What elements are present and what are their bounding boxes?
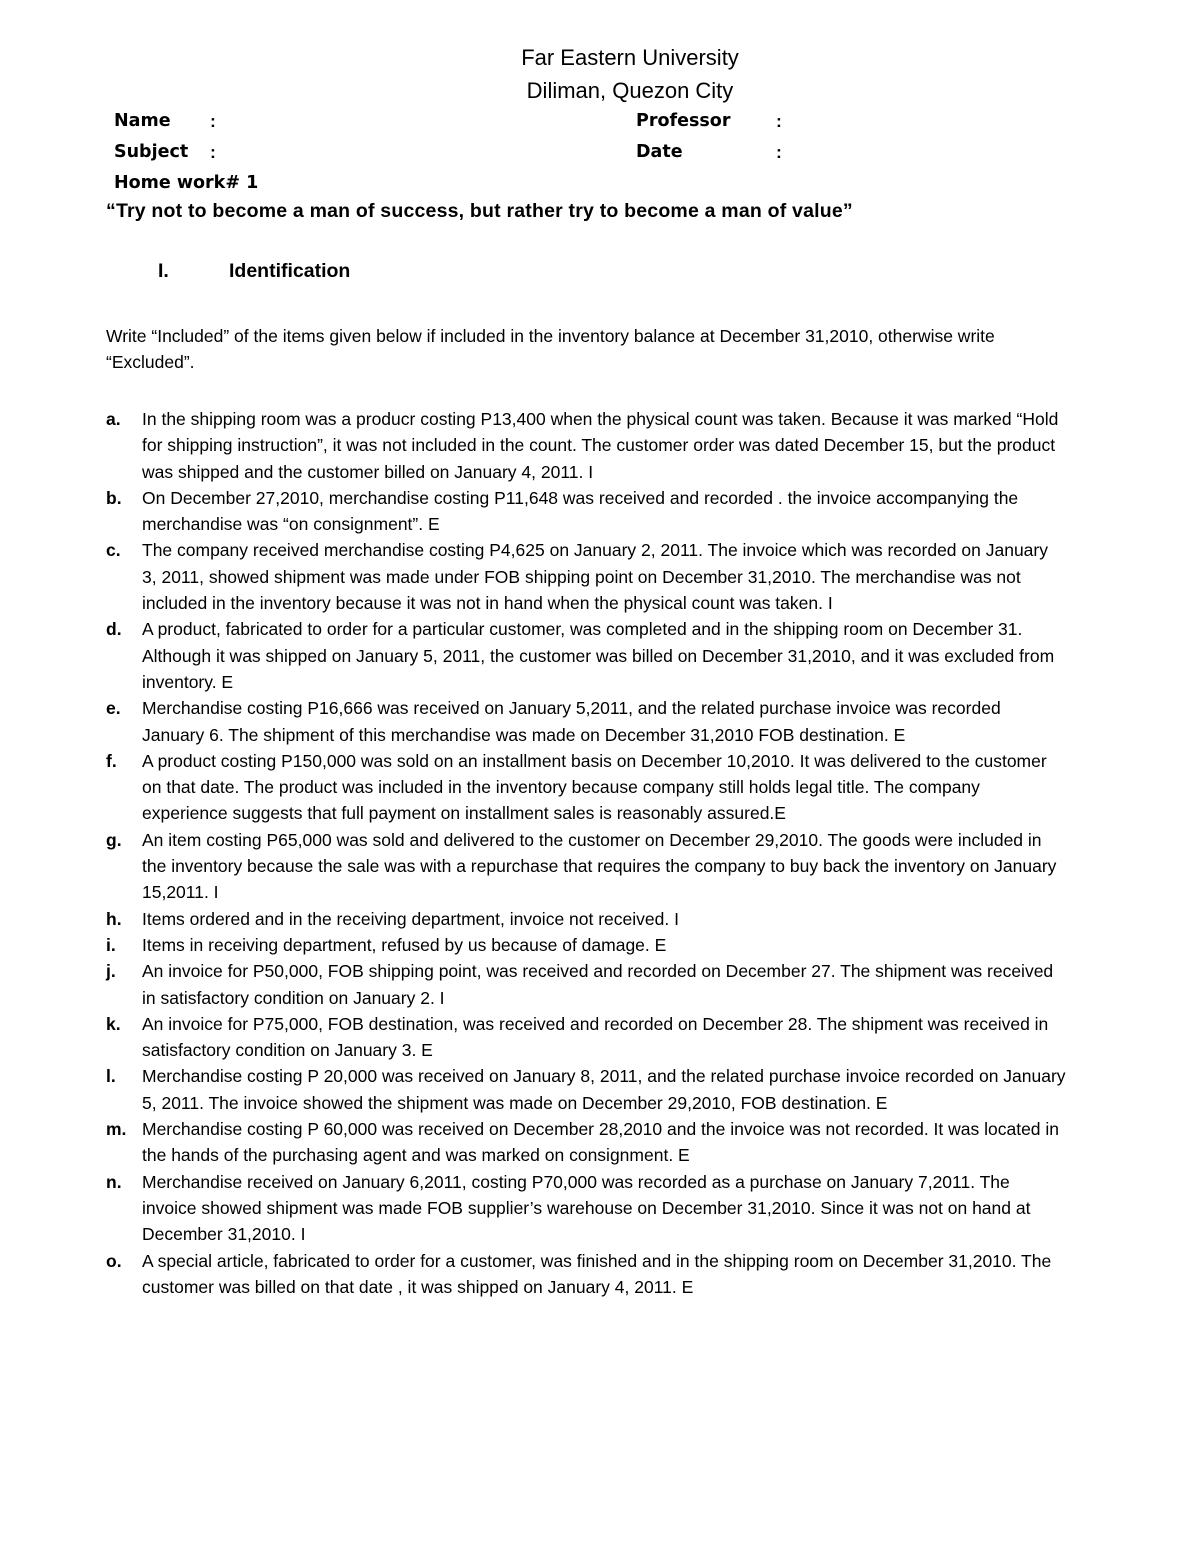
item-text: Merchandise received on January 6,2011, costing P70,000 was recorded as a purchase on January 7,2011. The invoice showed shipment was made FOB supplier’s warehouse on December 31,2010. Since it was not on hand at December 31,2010. I: [142, 1171, 1031, 1245]
university-location: Diliman, Quezon City: [526, 78, 734, 103]
section-number: I.: [158, 260, 169, 282]
list-item: [106, 932, 1066, 958]
list-item: [106, 616, 1066, 695]
motivational-quote: “Try not to become a man of success, but rather try to become a man of value”: [106, 200, 853, 222]
item-letter: d.: [106, 619, 122, 640]
professor-label: Professor: [636, 111, 731, 131]
item-letter: b.: [106, 487, 122, 508]
name-colon: :: [210, 111, 216, 131]
item-text: An invoice for P50,000, FOB shipping point, was received and recorded on December 27. The shipment was received in satisfactory condition on January 2. I: [142, 961, 1054, 1008]
item-text: An item costing P65,000 was sold and delivered to the customer on December 29,2010. The goods were included in the inventory because the sale was with a repurchase that requires the company to buy back the inventory on January 15,2011. I: [142, 829, 1057, 903]
instructions: Write “Included” of the items given below if included in the inventory balance at December 31,2010, otherwise write “Excluded”.: [106, 326, 995, 372]
item-letter: n.: [106, 1171, 122, 1192]
item-letter: j.: [106, 961, 116, 982]
item-text: A product costing P150,000 was sold on an installment basis on December 10,2010. It was delivered to the customer on that date. The product was included in the inventory because company still holds legal title. The company experience suggests that full payment on installment sales is reasonably assured.E: [142, 750, 1047, 824]
item-letter: g.: [106, 829, 122, 850]
item-letter: h.: [106, 908, 122, 929]
item-letter: c.: [106, 540, 121, 561]
item-letter: l.: [106, 1066, 116, 1087]
date-label: Date: [636, 142, 683, 162]
list-item: [106, 1063, 1066, 1116]
item-text: Merchandise costing P 20,000 was received on January 8, 2011, and the related purchase invoice recorded on January 5, 2011. The invoice showed the shipment was made on December 29,2010, FOB destination. E: [142, 1066, 1066, 1113]
list-item: [106, 695, 1066, 748]
professor-colon: :: [776, 111, 782, 131]
item-text: On December 27,2010, merchandise costing P11,648 was received and recorded . the invoice accompanying the merchandise was “on consignment”. E: [142, 487, 1019, 535]
item-text: An invoice for P75,000, FOB destination, was received and recorded on December 28. The shipment was received in satisfactory condition on January 3. E: [142, 1013, 1049, 1061]
subject-label: Subject: [114, 142, 189, 162]
list-item: [106, 827, 1066, 906]
list-item: [106, 1011, 1066, 1064]
item-text: In the shipping room was a producr costing P13,400 when the physical count was taken. Because it was marked “Hold for shipping instruction”, it was not included in the count. The customer order was dated December 15, but the product was shipped and the customer billed on January 4, 2011. I: [142, 409, 1059, 482]
name-label: Name: [114, 111, 171, 131]
list-item: [106, 958, 1066, 1011]
item-letter: o.: [106, 1250, 122, 1271]
list-item: [106, 906, 1066, 932]
list-item: [106, 1248, 1066, 1301]
list-item: [106, 748, 1066, 827]
subject-colon: :: [210, 142, 216, 162]
university-title: Far Eastern University: [521, 45, 739, 70]
section-title: Identification: [229, 260, 351, 282]
date-colon: :: [776, 142, 782, 162]
item-text: The company received merchandise costing P4,625 on January 2, 2011. The invoice which was recorded on January 3, 2011, showed shipment was made under FOB shipping point on December 31,2010. The merchandise was not included in the inventory because it was not in hand when the physical count was taken. I: [142, 540, 1048, 614]
identification-items-list: [106, 406, 1066, 1300]
list-item: [106, 537, 1066, 616]
item-text: Items ordered and in the receiving department, invoice not received. I: [142, 908, 679, 929]
item-letter: i.: [106, 934, 116, 955]
item-letter: m.: [106, 1119, 127, 1140]
item-letter: a.: [106, 409, 121, 429]
list-item: [106, 1169, 1066, 1248]
item-text: Merchandise costing P16,666 was received on January 5,2011, and the related purchase invoice was recorded January 6. The shipment of this merchandise was made on December 31,2010 FOB destination. E: [142, 698, 1001, 745]
list-item: [106, 1116, 1066, 1169]
item-text: Merchandise costing P 60,000 was received on December 28,2010 and the invoice was not recorded. It was located in the hands of the purchasing agent and was marked on consignment. E: [142, 1119, 1060, 1166]
item-text: A product, fabricated to order for a particular customer, was completed and in the shipping room on December 31. Although it was shipped on January 5, 2011, the customer was billed on December 31,2010, and it was excluded from inventory. E: [142, 619, 1055, 692]
item-letter: k.: [106, 1013, 121, 1034]
item-letter: f.: [106, 750, 117, 771]
homework-label: Home work# 1: [114, 173, 259, 193]
item-text: Items in receiving department, refused by us because of damage. E: [142, 934, 667, 955]
list-item: [106, 406, 1066, 485]
item-text: A special article, fabricated to order for a customer, was finished and in the shipping room on December 31,2010. The customer was billed on that date , it was shipped on January 4, 2011. E: [142, 1250, 1052, 1297]
item-letter: e.: [106, 698, 121, 719]
list-item: [106, 485, 1066, 538]
